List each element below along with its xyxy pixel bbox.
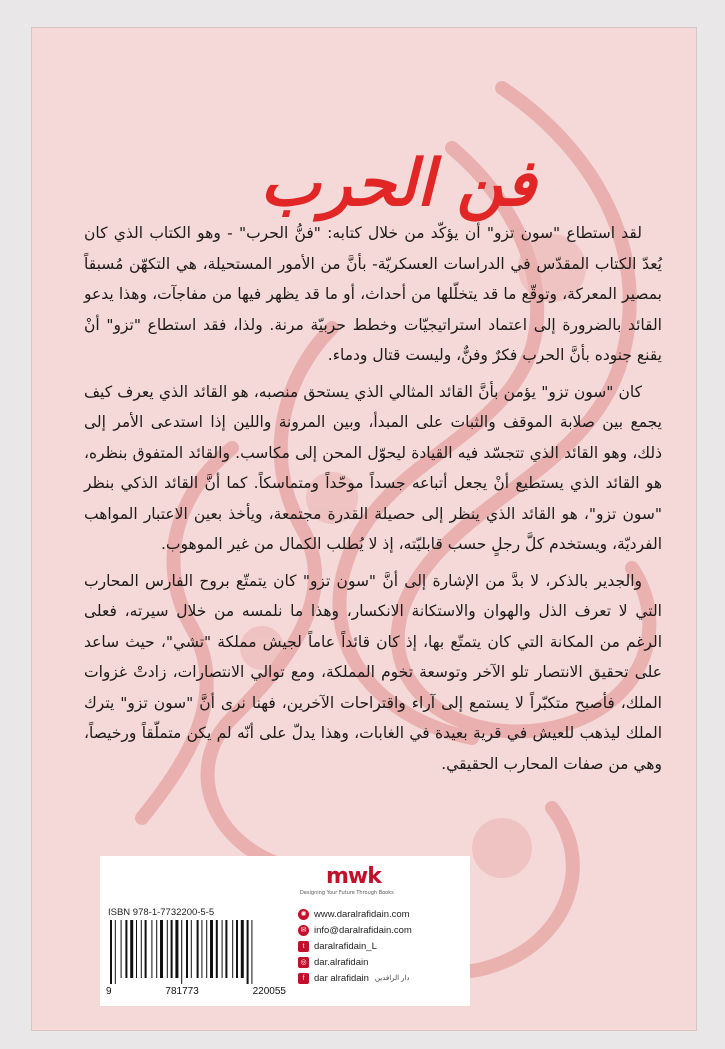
barcode-bar	[241, 920, 244, 978]
barcode-bar	[167, 920, 168, 978]
publisher-logo: mwk	[326, 864, 381, 889]
contact-website[interactable]: ✺ www.daralrafidain.com	[298, 906, 468, 922]
contact-list	[298, 906, 468, 986]
publisher-tagline: Designing Your Future Through Books	[300, 890, 394, 896]
barcode-bar	[110, 920, 112, 984]
barcode-bar	[222, 920, 223, 978]
barcode-bar	[236, 920, 238, 978]
isbn-number: ISBN 978-1-7732200-5-5	[108, 907, 215, 918]
barcode-bar	[156, 920, 157, 978]
barcode-bar	[201, 920, 202, 978]
barcode-bar	[121, 920, 122, 978]
contact-facebook[interactable]: f dar alrafidain دار الرافدين	[298, 970, 468, 986]
globe-icon: ✺	[298, 909, 309, 920]
barcode-bar	[130, 920, 133, 978]
twitter-icon: t	[298, 941, 309, 952]
contact-instagram[interactable]: ◎ dar.alrafidain	[298, 954, 468, 970]
barcode-bar	[151, 920, 152, 978]
paragraph: لقد استطاع "سون تزو" أن يؤكّد من خلال كتابه: "فنُّ الحرب" - وهو الكتاب الذي كان يُعدّ الكتاب المقدّس في الدراسات العسكريّة- بأنَّ من الأمور المستحيلة، هي التكهّن مُسبقاً بمصير المعركة، وتوقّع ما قد يتخلّلها من أحداث، أو ما قد يظهر فيها من مفاجآت، وهذا يدعو القائد بالضرورة إلى اعتماد استراتيجيّات وخطط حربيّة مرنة. ولذا، فقد استطاع "تزو" أنْ يقنع جنوده بأنَّ الحرب فكرٌ وفنٌّ، وليست قتال ودماء.	[84, 224, 662, 364]
barcode-bar	[115, 920, 116, 984]
instagram-icon: ◎	[298, 957, 309, 968]
barcode-bar	[141, 920, 142, 978]
barcode-bar	[145, 920, 147, 978]
barcode-bar	[206, 920, 207, 978]
book-back-cover	[32, 28, 696, 1030]
barcode-bar	[186, 920, 188, 978]
contact-email[interactable]: ✉ info@daralrafidain.com	[298, 922, 468, 938]
paragraph: والجدير بالذكر، لا بدَّ من الإشارة إلى أنَّ "سون تزو" كان يتمتّع بروح الفارس المحارب التي لا تعرف الذل والهوان والاستكانة الانكسار، وهذا ما نلمسه من خلال سيرته، فعلى الرغم من المكانة التي كان يتمتّع بها، إذ كان قائداً عاماً لجيش مملكة "تشي"، حيث ساعد على تحقيق الانتصار تلو الآخر وتوسعة تخوم المملكة، ومع توالي الانتصارات، زادتْ غزوات الملك، فأصبح متكبّراً لا يستمع إلى آراء واقتراحات الآخرين، فهنا نرى أنَّ "سون تزو" يترك الملك ليذهب للعيش في قرية بعيدة في الغابات، وهذا يدلّ على أنّه لم يكن متملّقاً ورخيصاً، وهي من صفات المحارب الحقيقي.	[84, 571, 662, 773]
barcode-bar	[171, 920, 173, 978]
barcode-bar	[125, 920, 127, 978]
contact-twitter[interactable]: t daralrafidain_L	[298, 938, 468, 954]
barcode-bar	[136, 920, 137, 978]
barcode-bar	[225, 920, 227, 978]
barcode-bar	[216, 920, 218, 978]
barcode-bar	[232, 920, 233, 978]
barcode-bar	[160, 920, 163, 978]
barcode-bar	[197, 920, 199, 978]
barcode-bar	[175, 920, 178, 978]
facebook-icon: f	[298, 973, 309, 984]
barcode-bar	[210, 920, 213, 978]
barcode-digits: 9 781773 220055	[106, 986, 286, 997]
barcode-bar	[181, 920, 182, 984]
barcode-bar	[191, 920, 192, 978]
barcode-bar	[251, 920, 252, 984]
book-title: فن الحرب	[260, 146, 536, 221]
barcode-bar	[247, 920, 249, 984]
mail-icon: ✉	[298, 925, 309, 936]
publisher-info-box	[100, 856, 470, 1006]
barcode	[108, 920, 283, 984]
paragraph: كان "سون تزو" يؤمن بأنَّ القائد المثالي الذي يستحق منصبه، هو القائد الذي يعرف كيف يجمع بين صلابة الموقف والثبات على المبدأ، وبين المرونة واللين إذا استدعى الأمر إلى ذلك، وهو القائد الذي تتجسّد فيه القيادة ليحوّل المحن إلى مكاسب. والقائد المتفوق بنظره، هو القائد الذي يستطيع أنْ يجعل أتباعه جسداً موحّداً ومتماسكاً. كما أنَّ القائد الذكي بنظر "سون تزو"، هو القائد الذي ينظر إلى حصيلة القدرة مجتمعة، ويأخذ بعين الاعتبار المواهب الفرديّة، ويستخدم كلَّ رجلٍ حسب قابليّته، إذ لا يُطلب الكمال من غير الموهوب.	[84, 382, 662, 553]
back-cover-text	[84, 218, 662, 785]
